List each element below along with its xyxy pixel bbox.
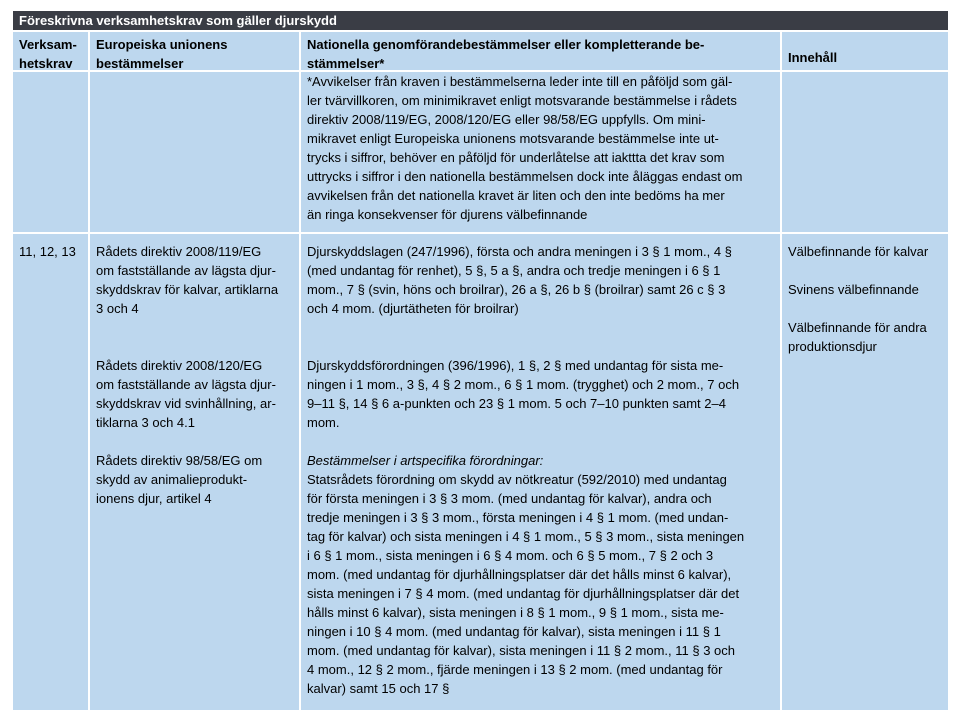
national-animal-welfare-decree: Djurskyddsförordningen (396/1996), 1 §, 2 § med undantag för sista me- ningen i 1 mom., 3 §, 4 § 2 mom., 6 § 1 mom. (trygghet) och 2 mom., 7 och 9–11 §, 14 § 6 a-punkten och 23 § 1 mom. 5 och 7–10 punkten samt 2–4 mom. [307, 358, 740, 430]
header-content [782, 32, 948, 70]
header-requirement: Verksam- hetskrav [13, 32, 88, 70]
eu-directive-pigs: Rådets direktiv 2008/120/EG om fastställande av lägsta djur- skyddskrav vid svinhållning, ar- tiklarna 3 och 4.1 [96, 358, 276, 430]
national-animal-welfare-act: Djurskyddslagen (247/1996), första och andra meningen i 3 § 1 mom., 4 § (med undantag för renhet), 5 §, 5 a §, andra och tredje meningen i 6 § 1 mom., 7 § (svin, höns och broilrar), 26 a §, 26 b § (broilrar) samt 26 c § 3 och 4 mom. (djurtätheten för broilrar) [307, 244, 732, 316]
species-provisions-text: Statsrådets förordning om skydd av nötkreatur (592/2010) med undantag för första meningen i 3 § 3 mom. (med undantag för kalvar), andra och tredje meningen i 3 § 3 mom., första meningen i 4 § 1 mom. (med undan- tag för kalvar) och sista meningen i 4 § 1 mom., 5 § 3 mom., sista meningen i 6 § 1 mom., sista meningen i 6 § 4 mom. och 6 § 5 mom., 7 § 2 och 3 mom. (med undantag för djurhållningsplatser där det hålls minst 6 kalvar), sista meningen i 7 § 4 mom. (med undantag för djurhållningsplatser där det hålls minst 6 kalvar), sista meningen i 8 § 1 mom., 9 § 1 mom., sista me- ningen i 10 § 4 mom. (med undantag för kalvar), sista meningen i 11 § 1 mom. (med undantag för kalvar), sista meningen i 11 § 2 mom., 11 § 3 och 4 mom., 12 § 2 mom., fjärde meningen i 13 § 2 mom. (med undantag för kalvar) samt 15 och 17 § [307, 472, 745, 696]
content-other-animals: Välbefinnande för andra produktionsdjur [788, 320, 927, 354]
table-title: Föreskrivna verksamhetskrav som gäller djurskydd [13, 11, 948, 30]
requirement-numbers: 11, 12, 13 [19, 244, 76, 259]
main-row-national [301, 234, 780, 710]
species-provisions-heading: Bestämmelser i artspecifika förordningar: [307, 453, 544, 468]
header-eu-provisions: Europeiska unionens bestämmelser [90, 32, 299, 70]
eu-directive-farmed-animals: Rådets direktiv 98/58/EG om skydd av animalieprodukt- ionens djur, artikel 4 [96, 453, 263, 506]
header-content-label: Innehåll [788, 50, 838, 65]
note-row-requirement [13, 72, 88, 232]
note-row-national: *Avvikelser från kraven i bestämmelserna leder inte till en påföljd som gäl- ler tvärvillkoren, om minimikravet enligt motsvarande bestämmelse i rådets direktiv 2008/119/EG, 2008/120/EG eller 98/58/EG uppfylls. Om mini- mikravet enligt Europeiska unionens motsvarande bestämmelse inte ut- trycks i siffror, behöver en påföljd för underlåtelse att iakttta det krav som uttrycks i siffror i den nationella bestämmelsen dock inte åläggas endast om avvikelsen från det nationella kravet är liten och den inte bedöms ha mer än ringa konsekvenser för djurens välbefinnande [301, 72, 780, 232]
note-row-eu [90, 72, 299, 232]
main-row-eu [90, 234, 299, 710]
main-row-requirement [13, 234, 88, 710]
content-pigs: Svinens välbefinnande [788, 282, 919, 297]
header-national-provisions: Nationella genomförandebestämmelser eller kompletterande be- stämmelser* [301, 32, 780, 70]
main-row-content [782, 234, 948, 710]
eu-directive-calves: Rådets direktiv 2008/119/EG om fastställande av lägsta djur- skyddskrav för kalvar, artiklarna 3 och 4 [96, 244, 279, 316]
content-calves: Välbefinnande för kalvar [788, 244, 929, 259]
note-row-content [782, 72, 948, 232]
